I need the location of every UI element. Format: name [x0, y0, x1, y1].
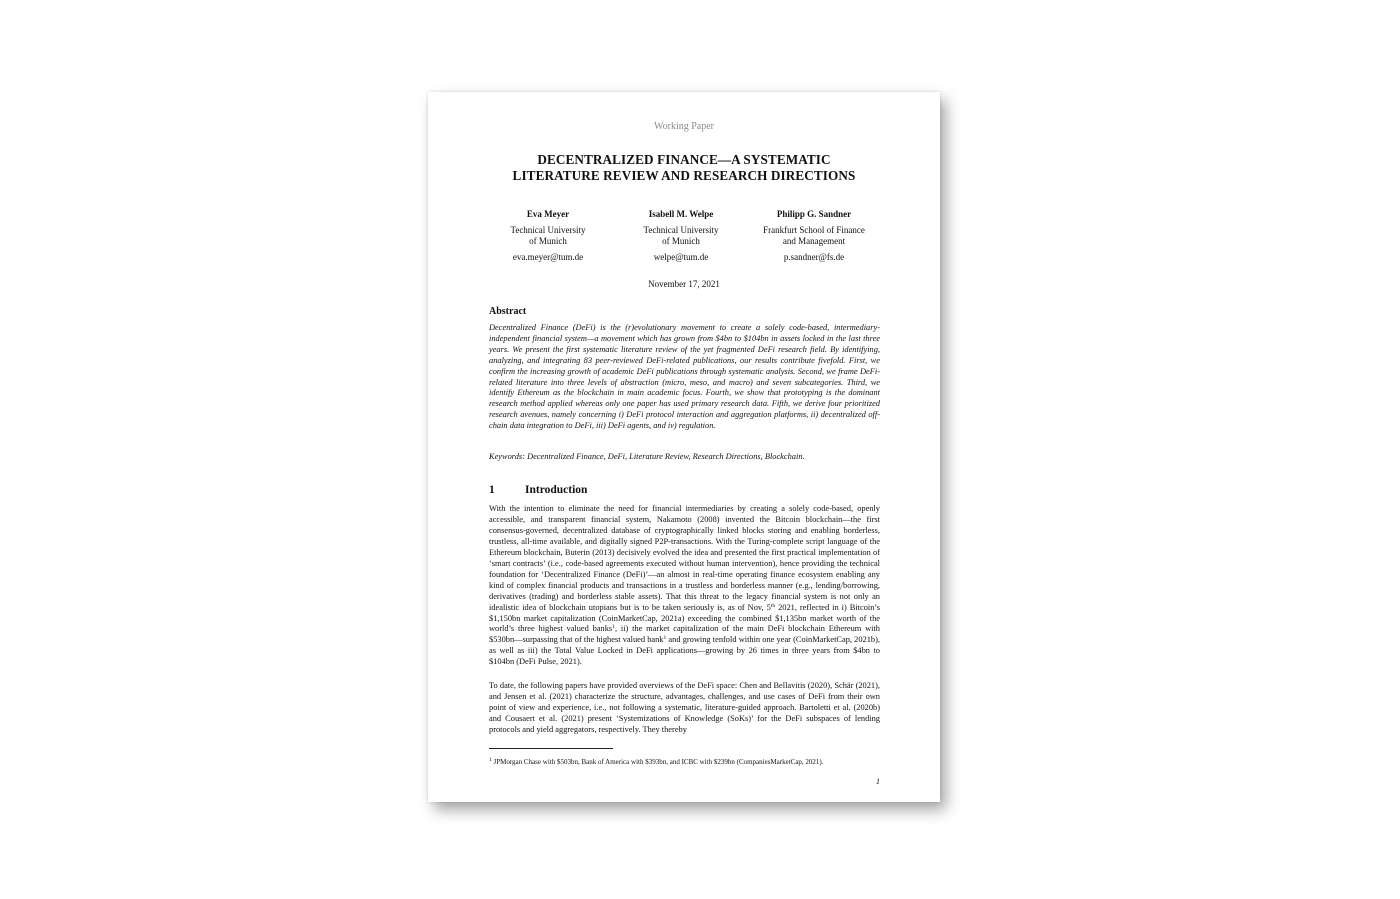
intro-paragraph-2: To date, the following papers have provided overviews of the DeFi space: Chen and Bellavitis (2020), Schär (2021), and Jensen et al. (2021) characterize the structure, advantages, challenges, and use cases of DeFi from their own point of view and experience, i.e., not following a systematic, literature-guided approach. Bartoletti et al. (2020b) and Cousaert et al. (2021) present ‘Systemizations of Knowledge (SoKs)’ for the DeFi subspaces of lending protocols and yield aggregators, respectively. They thereby: [489, 681, 880, 734]
author-block: [428, 209, 940, 269]
author-email: p.sandner@fs.de: [783, 252, 845, 262]
footnote-marker: 1: [489, 757, 492, 763]
abstract-heading: Abstract: [489, 306, 527, 317]
intro-paragraph-1: With the intention to eliminate the need for financial intermediaries by creating a solely code-based, openly accessible, and transparent financial system, Nakamoto (2008) invented the Bitcoin blockchain—the first consensus-governed, decentralized database of cryptographically linked blocks storing and enabling borderless, trustless, all-time available, and digitally signed P2P-transactions. With the Turing-complete script language of the Ethereum blockchain, Buterin (2013) decisively evolved the idea and presented the first practical implementation of ‘smart contracts’ (i.e., code-based agreements executed without human intervention), hence providing the technical foundation for ‘Decentralized Finance (DeFi)’—an almost in real-time operating finance ecosystem enabling any kind of complex financial products and transactions in a trustless and borderless manner (e.g., lending/borrowing, derivatives (trading) and borderless stable assets). That this threat to the legacy financial system is not only an idealistic idea of blockchain utopians but is to be taken seriously is, as of Nov, 5th 2021, reflected in i) Bitcoin’s $1,150bn market capitalization (CoinMarketCap, 2021a) exceeding the combined $1,135bn market worth of the world’s three highest valued banks$^1$, ii) the market capitalization of the main DeFi blockchain Ethereum with $530bn—surpassing that of the highest valued bank$^1$ and growing tenfold within one year (CoinMarketCap, 2021b), as well as iii) the Total Value Locked in DeFi applications—growing by 26 times in three years from $4bn to $104bn (DeFi Pulse, 2021).: [489, 504, 880, 667]
footnote-divider: [489, 748, 613, 749]
author-3: [744, 209, 884, 263]
section-number: 1: [489, 484, 495, 496]
author-name: Philipp G. Sandner: [776, 209, 852, 219]
footnote-ref[interactable]: 1: [663, 635, 667, 642]
page-number: 1: [876, 777, 880, 786]
footnote: [489, 758, 880, 766]
section-heading-introduction: [489, 484, 587, 496]
section-title: Introduction: [525, 484, 588, 496]
author-affiliation: Technical University of Munich: [643, 225, 719, 246]
abstract-text: Decentralized Finance (DeFi) is the (r)evolutionary movement to create a solely code-based, intermediary-independent financial system—a movement which has grown from $4bn to $104bn in assets locked in the last three years. We present the first systematic literature review of the yet fragmented DeFi research field. By identifying, analyzing, and integrating 83 peer-reviewed DeFi-related publications, our results contribute fivefold. First, we confirm the increasing growth of academic DeFi publications through systematic analysis. Second, we frame DeFi-related literature into three levels of abstraction (micro, meso, and macro) and seven subcategories. Third, we identify Ethereum as the blockchain in main academic focus. Fourth, we show that prototyping is the dominant research method applied whereas only one paper has used primary research data. Fifth, we derive four prioritized research avenues, namely concerning i) DeFi protocol interaction and aggregation platforms, ii) decentralized off-chain data integration to DeFi, iii) DeFi agents, and iv) regulation.: [489, 323, 880, 431]
publication-date: November 17, 2021: [648, 279, 720, 289]
footnote-ref[interactable]: 1: [612, 624, 615, 631]
author-email: eva.meyer@tum.de: [512, 252, 584, 262]
author-name: Isabell M. Welpe: [648, 209, 714, 219]
author-2: [611, 209, 751, 263]
paper-title: [468, 152, 900, 184]
footnote-text: JPMorgan Chase with $503bn, Bank of America with $393bn, and ICBC with $239bn (CompaniesMarketCap, 2021).: [491, 758, 824, 766]
author-affiliation: Technical University of Munich: [510, 225, 586, 246]
title-line-1: DECENTRALIZED FINANCE—A SYSTEMATIC: [537, 152, 831, 167]
keywords: Keywords: Decentralized Finance, DeFi, Literature Review, Research Directions, Blockchain.: [489, 452, 805, 461]
working-paper-label: Working Paper: [653, 121, 714, 132]
title-line-2: LITERATURE REVIEW AND RESEARCH DIRECTIONS: [512, 168, 856, 183]
paper-page: [428, 92, 940, 802]
author-name: Eva Meyer: [526, 209, 570, 219]
author-affiliation: Frankfurt School of Finance and Management: [763, 225, 865, 246]
author-email: welpe@tum.de: [653, 252, 709, 262]
author-1: [478, 209, 618, 263]
